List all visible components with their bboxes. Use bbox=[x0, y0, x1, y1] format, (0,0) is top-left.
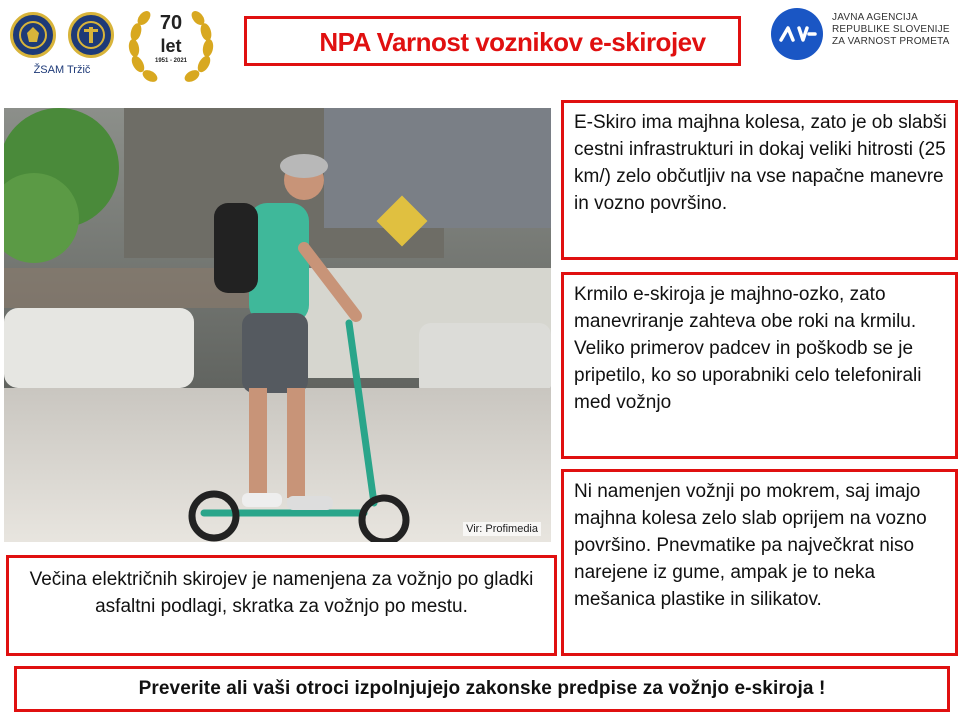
footer-message: Preverite ali vaši otroci izpolnjujejo zakonske predpise za vožnjo e-skiroja ! bbox=[138, 678, 826, 699]
handlebar-info-box bbox=[561, 272, 958, 459]
anniversary-years: 1951 - 2021 bbox=[154, 58, 188, 64]
page-title: NPA Varnost voznikov e-skirojev bbox=[319, 27, 706, 57]
wet-surface-info-box bbox=[561, 469, 958, 656]
asphalt-info-text: Večina električnih skirojev je namenjena za vožnjo po gladki asfaltni podlagi, skratka za vožnjo po mestu. bbox=[29, 569, 534, 617]
scooter-rider-photo bbox=[4, 108, 551, 542]
footer-box bbox=[14, 666, 950, 712]
zsam-label: ŽSAM Tržič bbox=[33, 64, 91, 76]
title-box bbox=[244, 16, 741, 66]
avp-logo-text bbox=[832, 12, 950, 48]
anniversary-word: let bbox=[160, 36, 182, 56]
avp-line1: JAVNA AGENCIJA bbox=[832, 12, 918, 23]
anniversary-number: 70 bbox=[159, 12, 183, 34]
photo-credit: Vir: Profimedia bbox=[463, 522, 541, 536]
avp-line2: REPUBLIKE SLOVENIJE bbox=[832, 24, 950, 35]
wet-surface-info-text: Ni namenjen vožnji po mokrem, saj imajo majhna kolesa zelo slab oprijem na vozno površino. Pnevmatike pa največkrat niso narejene iz gume, ampak je to neka mešanica plastike in silikatov. bbox=[574, 481, 927, 610]
zsam-badge-icon bbox=[10, 12, 56, 58]
wheels-info-text: E-Skiro ima majhna kolesa, zato je ob slabši cestni infrastrukturi in dokaj veliki hitrosti (25 km/) zelo občutljiv na vse napačne manevre in vozno površino. bbox=[574, 112, 947, 214]
zsam-emblem-icon bbox=[68, 12, 114, 58]
avp-logo-icon bbox=[771, 8, 823, 60]
asphalt-info-box bbox=[6, 555, 557, 656]
avp-line3: ZA VARNOST PROMETA bbox=[832, 36, 950, 47]
handlebar-info-text: Krmilo e-skiroja je majhno-ozko, zato manevriranje zahteva obe roki na krmilu. Veliko primerov padcev in poškodb se je pripetilo, ko so uporabniki celo telefonirali med vožnjo bbox=[574, 284, 922, 413]
wheels-info-box bbox=[561, 100, 958, 260]
